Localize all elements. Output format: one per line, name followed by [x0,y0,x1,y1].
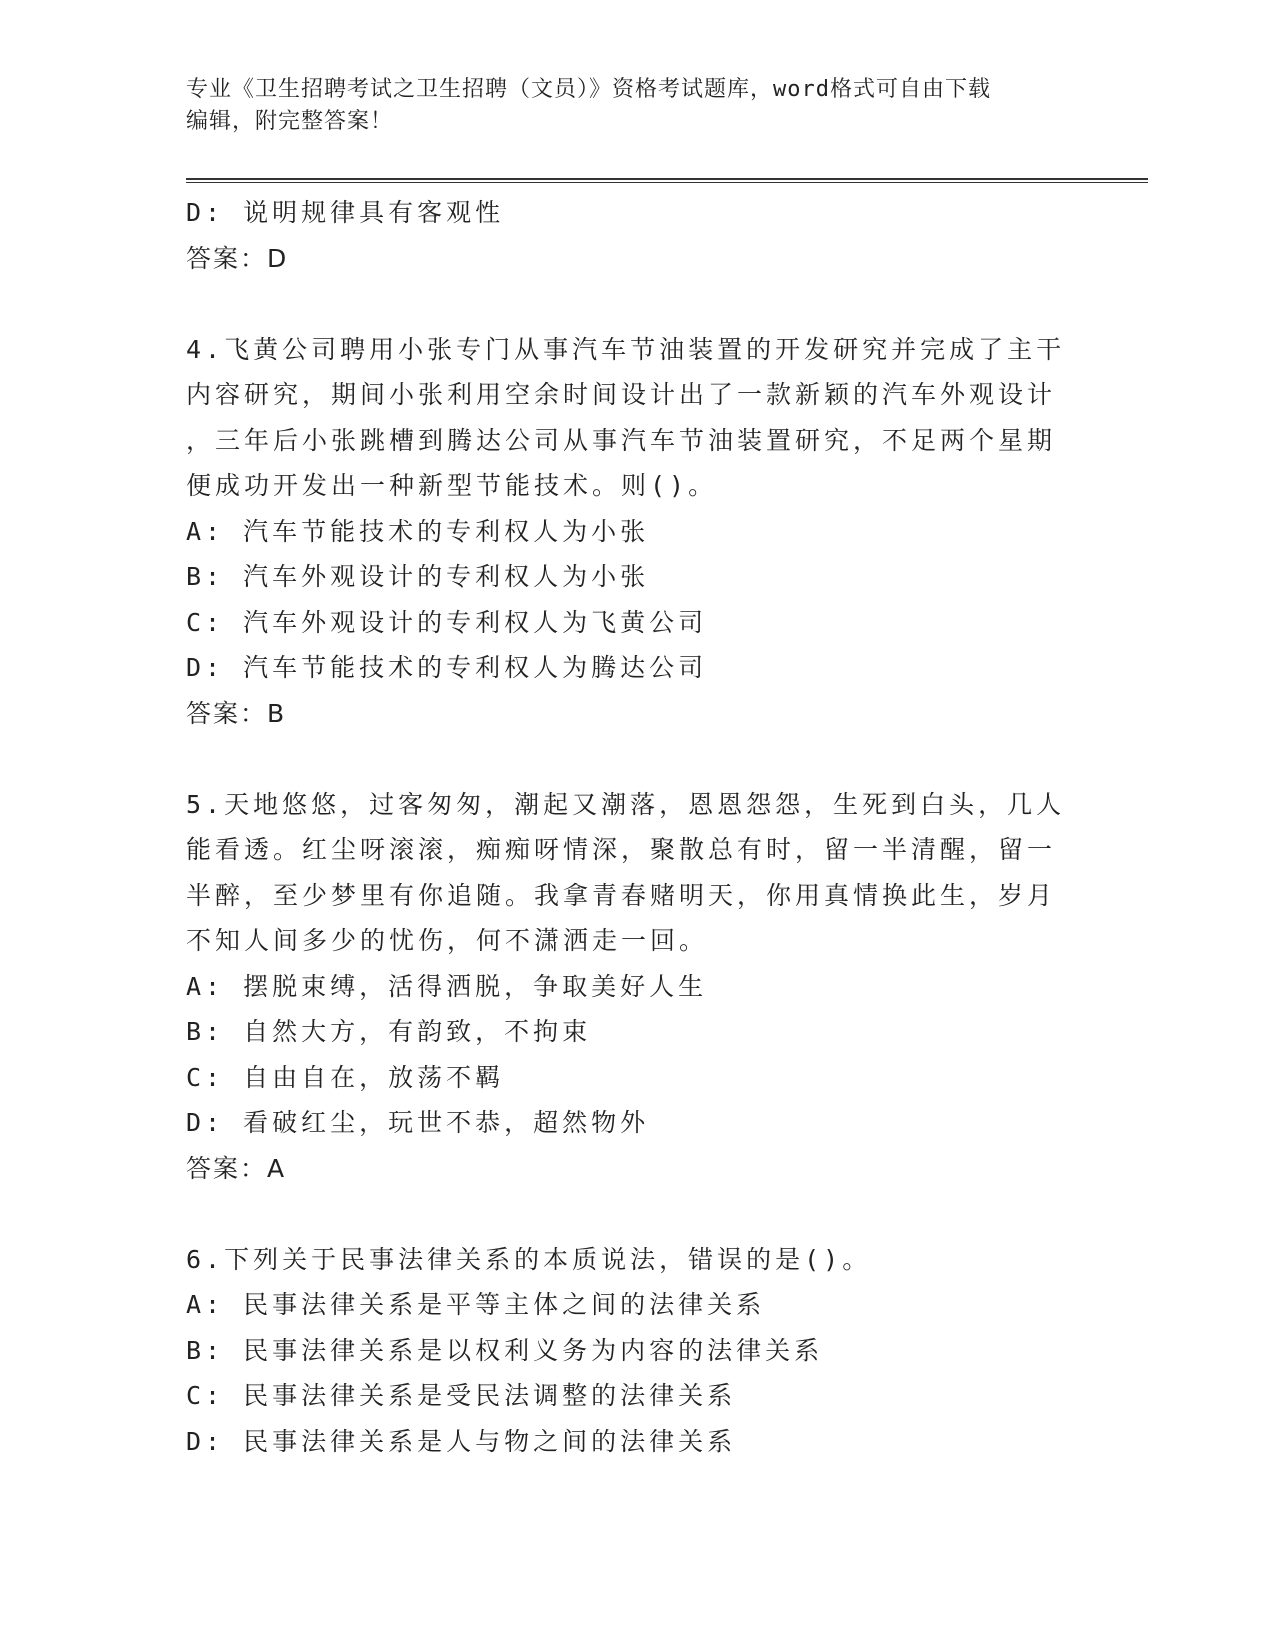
q6-option-a: A: 民事法律关系是平等主体之间的法律关系 [186,1290,766,1319]
q5-answer: 答案：A [186,1153,287,1183]
spacer [186,736,1066,782]
spacer [186,1191,1066,1237]
q3-answer: 答案：D [186,243,289,273]
q4-stem-line: 便成功开发出一种新型节能技术。则()。 [186,471,718,500]
q5-option-b: B: 自然大方，有韵致，不拘束 [186,1017,592,1046]
q5-option-c: C: 自由自在，放荡不羁 [186,1062,505,1092]
q4-option-d: D: 汽车节能技术的专利权人为腾达公司 [186,653,708,682]
spacer [186,281,1066,327]
question-list [186,190,1066,1464]
q5-stem-line: 5.天地悠悠，过客匆匆，潮起又潮落，恩恩怨怨，生死到白头，几人 [186,789,1066,819]
q3-option-d: D: 说明规律具有客观性 [186,198,505,227]
question-4 [186,327,1066,737]
q4-option-c: C: 汽车外观设计的专利权人为飞黄公司 [186,607,708,637]
question-5 [186,782,1066,1192]
q6-option-c: C: 民事法律关系是受民法调整的法律关系 [186,1381,737,1410]
question-6 [186,1237,1066,1465]
q6-stem-line: 6.下列关于民事法律关系的本质说法，错误的是()。 [186,1244,872,1274]
q4-answer: 答案：B [186,698,287,728]
q5-stem-line: 能看透。红尘呀滚滚，痴痴呀情深，聚散总有时，留一半清醒，留一 [186,835,1057,864]
q4-stem-line: 内容研究，期间小张利用空余时间设计出了一款新颖的汽车外观设计 [186,380,1057,409]
q5-stem-line: 不知人间多少的忧伤，何不潇洒走一回。 [186,926,709,955]
q4-stem-line: 4.飞黄公司聘用小张专门从事汽车节油装置的开发研究并完成了主干 [186,334,1066,364]
header-line-2: 编辑，附完整答案！ [186,109,394,134]
q5-option-a: A: 摆脱束缚，活得洒脱，争取美好人生 [186,971,708,1001]
q4-stem-line: ，三年后小张跳槽到腾达公司从事汽车节油装置研究，不足两个星期 [186,425,1057,455]
document-header [186,74,1086,138]
q5-stem-line: 半醉，至少梦里有你追随。我拿青春赌明天，你用真情换此生，岁月 [186,880,1057,910]
q5-option-d: D: 看破红尘，玩世不恭，超然物外 [186,1108,650,1137]
header-divider [186,178,1148,183]
header-line-1: 专业《卫生招聘考试之卫生招聘（文员）》资格考试题库，word格式可自由下载 [186,77,991,102]
q4-option-b: B: 汽车外观设计的专利权人为小张 [186,562,650,591]
q6-option-b: B: 民事法律关系是以权利义务为内容的法律关系 [186,1335,824,1365]
q4-option-a: A: 汽车节能技术的专利权人为小张 [186,516,650,546]
q6-option-d: D: 民事法律关系是人与物之间的法律关系 [186,1426,737,1456]
